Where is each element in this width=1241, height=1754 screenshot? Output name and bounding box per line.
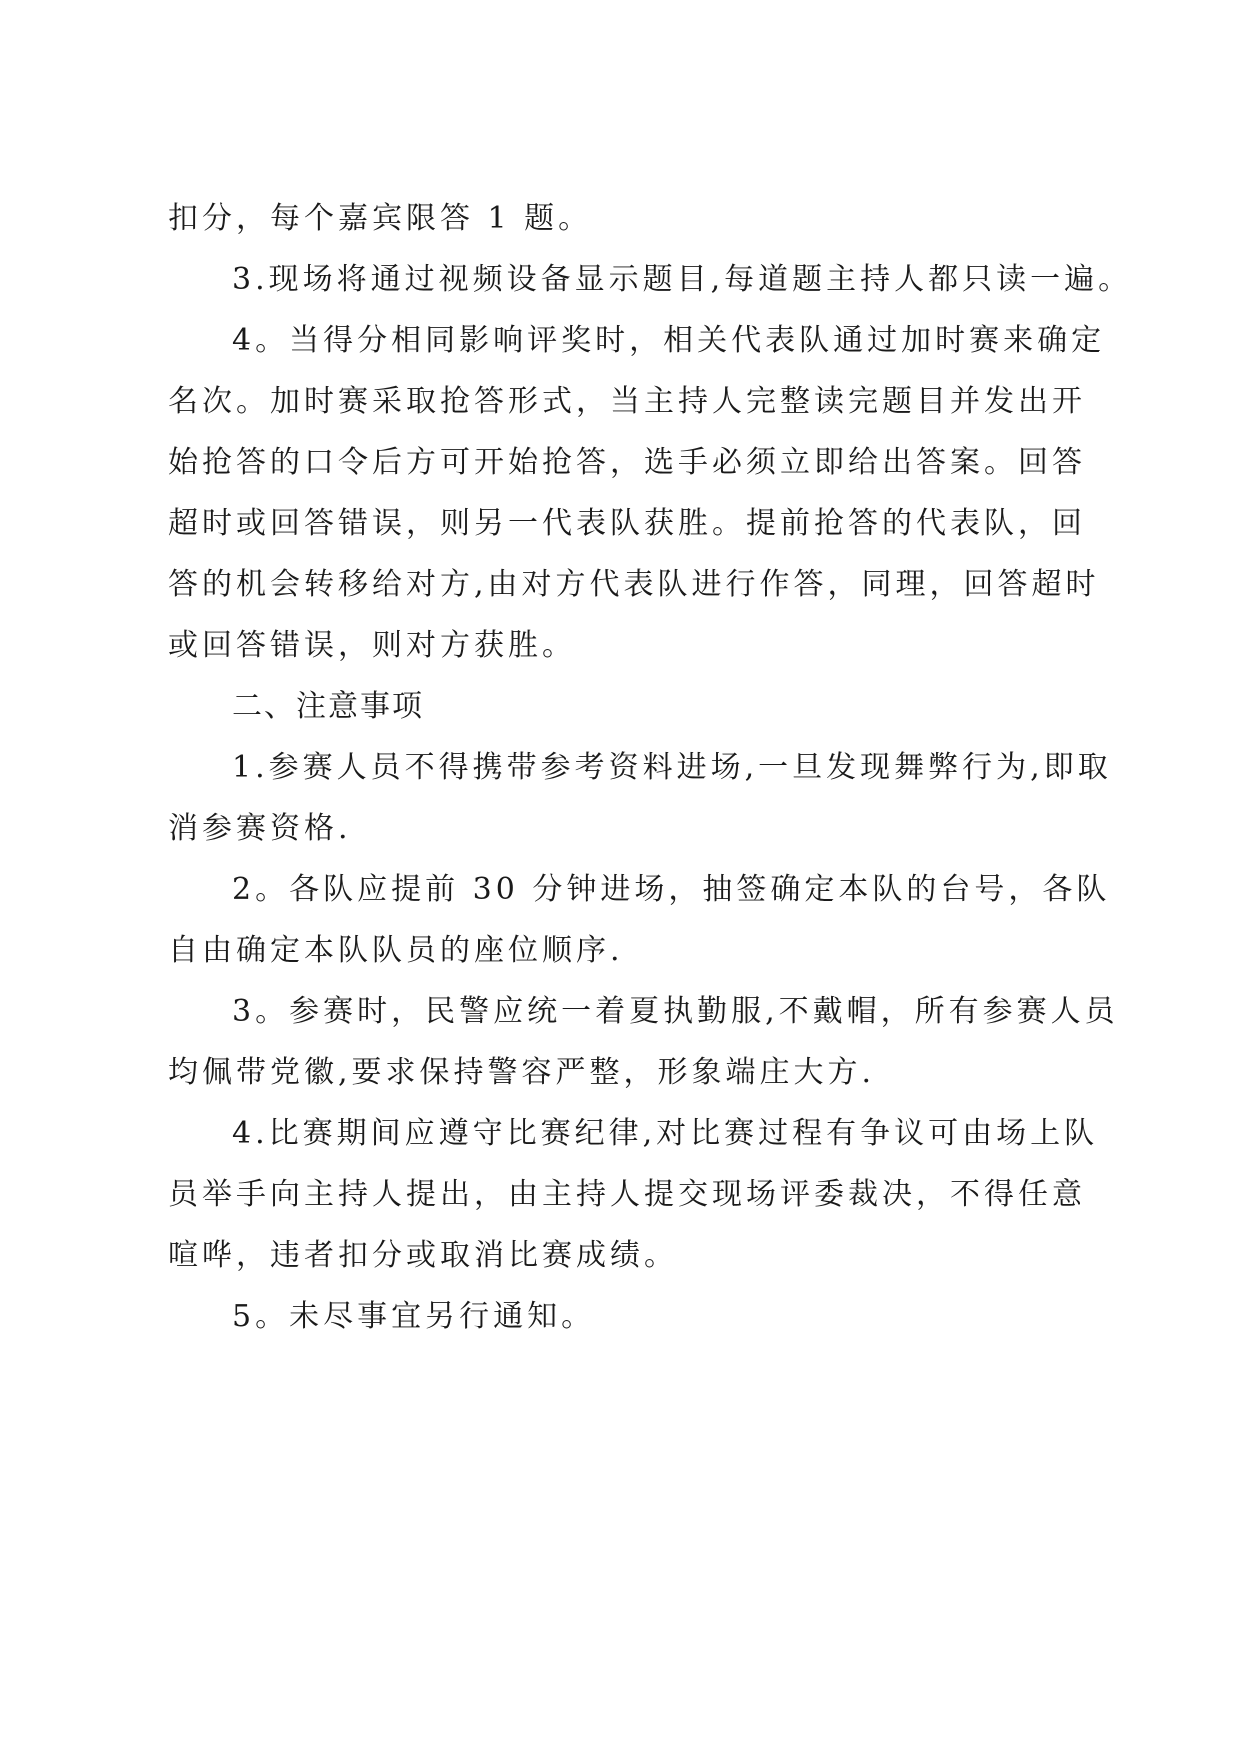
note-line: 4.比赛期间应遵守比赛纪律,对比赛过程有争议可由场上队 <box>232 1116 1099 1151</box>
note-line: 3。参赛时，民警应统一着夏执勤服,不戴帽，所有参赛人员 <box>232 994 1119 1029</box>
section-heading: 二、注意事项 <box>232 689 424 724</box>
note-line: 消参赛资格. <box>168 811 352 846</box>
text-line: 名次。加时赛采取抢答形式，当主持人完整读完题目并发出开 <box>168 384 1086 419</box>
note-line: 员举手向主持人提出，由主持人提交现场评委裁决，不得任意 <box>168 1177 1086 1212</box>
text-line: 3.现场将通过视频设备显示题目,每道题主持人都只读一遍。 <box>232 262 1133 297</box>
note-line: 1.参赛人员不得携带参考资料进场,一旦发现舞弊行为,即取 <box>232 750 1112 785</box>
document-body <box>168 188 1133 1347</box>
note-line: 2。各队应提前 30 分钟进场，抽签确定本队的台号，各队 <box>232 872 1111 907</box>
text-line: 扣分，每个嘉宾限答 1 题。 <box>168 201 593 236</box>
text-line: 始抢答的口令后方可开始抢答，选手必须立即给出答案。回答 <box>168 445 1086 480</box>
text-line: 答的机会转移给对方,由对方代表队进行作答，同理，回答超时 <box>168 567 1100 602</box>
note-line: 自由确定本队队员的座位顺序. <box>168 933 624 968</box>
text-line: 4。当得分相同影响评奖时，相关代表队通过加时赛来确定 <box>232 323 1106 358</box>
note-line: 喧哗，违者扣分或取消比赛成绩。 <box>168 1238 678 1273</box>
text-line: 超时或回答错误，则另一代表队获胜。提前抢答的代表队，回 <box>168 506 1086 541</box>
note-line: 5。未尽事宜另行通知。 <box>232 1299 596 1334</box>
text-line: 或回答错误，则对方获胜。 <box>168 628 576 663</box>
note-line: 均佩带党徽,要求保持警容严整，形象端庄大方. <box>168 1055 876 1090</box>
